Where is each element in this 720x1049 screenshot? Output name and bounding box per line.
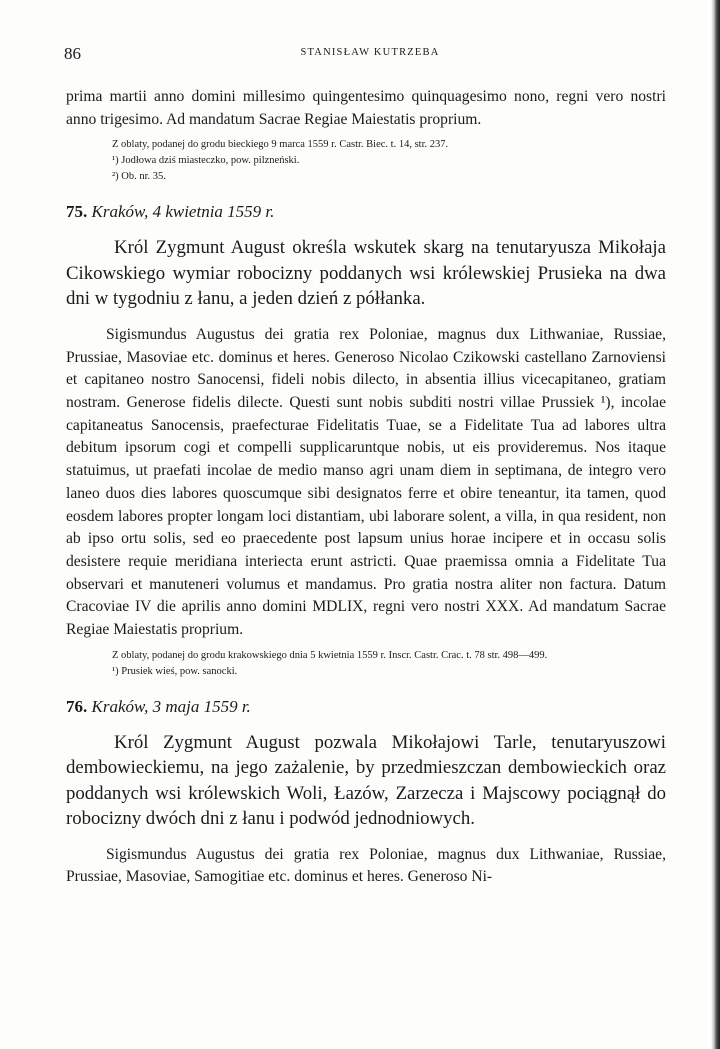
charter-text: Sigismundus Augustus dei gratia rex Poloniae, magnus dux Lithwaniae, Russiae, Prussiae, Masoviae, Samogitiae etc. dominus et heres. Generoso Ni- xyxy=(66,845,666,886)
continuation-paragraph: prima martii anno domini millesimo quingentesimo quinquagesimo nono, regni vero nostri anno trigesimo. Ad mandatum Sacrae Regiae Maiestatis proprium. xyxy=(66,88,666,128)
entry-regest: Król Zygmunt August określa wskutek skarg na tenutaryusza Mikołaja Cikowskiego wymiar robocizny poddanych wsi królewskiej Prusieka na dwa dni w tygodniu z łanu, a jeden dzień z półłanka. xyxy=(66,237,666,310)
footnote: ¹) Jodłowa dziś miasteczko, pow. pilzneński. xyxy=(112,155,300,167)
entry-regest: Król Zygmunt August pozwala Mikołajowi Tarle, tenutaryuszowi dembowieckiemu, na jego zażalenie, by przedmieszczan dembowieckich oraz poddanych wsi królewskich Woli, Łazów, Zarzecza i Majscowy pociągnął do robocizny dwóch dni z łanu i podwód jednodniowych. xyxy=(66,731,666,830)
entry-number: 75. xyxy=(66,202,88,222)
entry-place-date: Kraków, 4 kwietnia 1559 r. xyxy=(91,202,275,222)
entry-number: 76. xyxy=(66,696,88,716)
source-note: Z oblaty, podanej do grodu krakowskiego dnia 5 kwietnia 1559 r. Inscr. Castr. Crac. t. 78 str. 498—499. xyxy=(112,649,548,661)
source-note: Z oblaty, podanej do grodu bieckiego 9 marca 1559 r. Castr. Biec. t. 14, str. 237. xyxy=(112,139,449,151)
page-number: 86 xyxy=(64,44,81,63)
entry-place-date: Kraków, 3 maja 1559 r. xyxy=(91,696,251,716)
page-content xyxy=(66,86,666,889)
entry-heading xyxy=(66,696,666,718)
footnote: ²) Ob. nr. 35. xyxy=(112,171,166,183)
entry-heading xyxy=(66,201,666,223)
footnote: ¹) Prusiek wieś, pow. sanocki. xyxy=(112,665,238,677)
charter-text: Sigismundus Augustus dei gratia rex Poloniae, magnus dux Lithwaniae, Russiae, Prussiae, Masoviae etc. dominus et heres. Generoso Nicolao Czikowski castellano Zarnoviensi et capitaneo nostro Sanocensi, fideli nobis dilecto, in absentia illius vicecapitaneo, gratiam nostram. Generose fidelis dilecte. Questi sunt nobis subditi nostri villae Prussiek ¹), incolae capitaneatus Sanocensis, praefecturae Fidelitatis Tuae, se a Fidelitate Tua ad labores ultra debitum ipsorum cogi et compelli supplicaruntque nobis, ut eis provideremus. Nos itaque statuimus, ut praefati incolae de medio manso agri unam diem in septimana, de integro vero laneo duos dies labores quoscumque sibi designatos ferre et obire teneantur, ita tamen, quod eosdem labores propter longam loci distantiam, ubi laborare solent, a villa, in qua resident, non ab ipso ortu solis, sed eo praecedente post lapsum unius horae incipere et in occasu solis desistere requie meridiana interiecta erunt astricti. Quae praemissa omnia a Fidelitate Tua observari et manuteneri volumus et mandamus. Pro gratia nostra aliter non factura. Datum Cracoviae IV die aprilis anno domini MDLIX, regni vero nostri XXX. Ad mandatum Sacrae Regiae Maiestatis proprium. xyxy=(66,325,666,639)
running-head: STANISŁAW KUTRZEBA xyxy=(300,47,440,58)
page-binding-edge xyxy=(711,0,720,1049)
